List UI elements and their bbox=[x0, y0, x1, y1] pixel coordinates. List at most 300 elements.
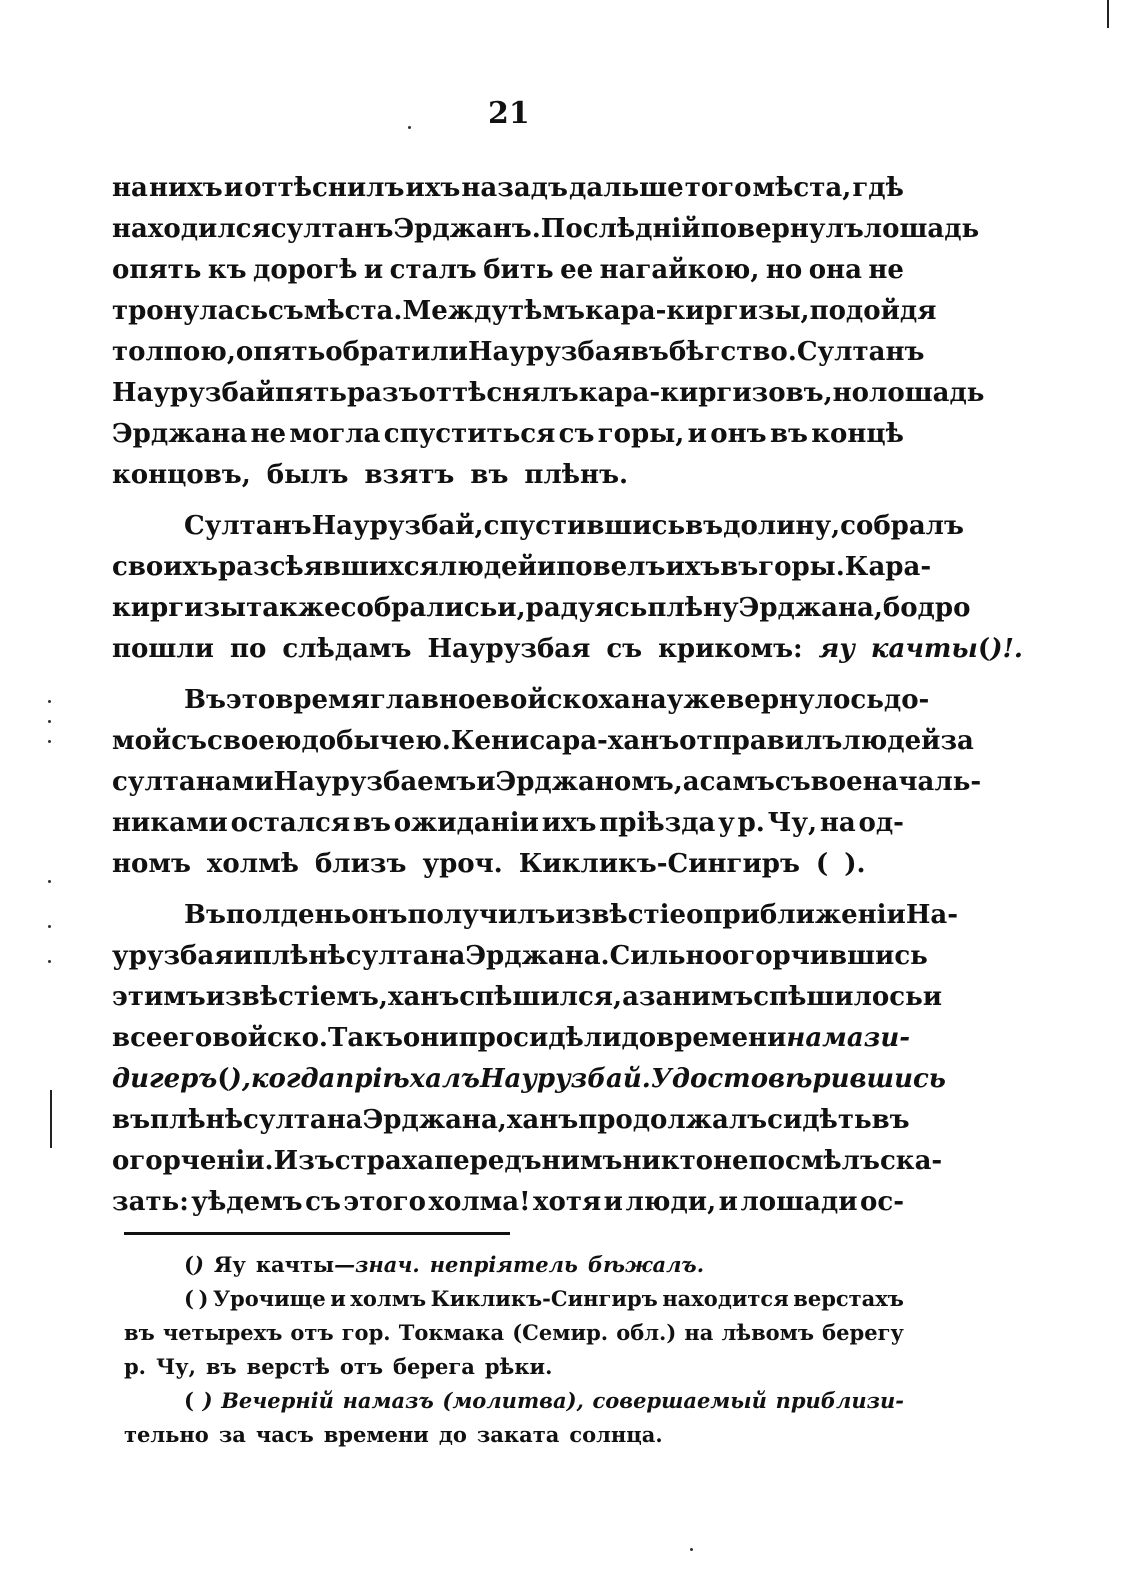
word: рѣки. bbox=[484, 1354, 553, 1379]
word: на bbox=[112, 173, 148, 203]
word: Эрджаномъ, bbox=[495, 767, 683, 797]
word: нагайкою, bbox=[599, 255, 760, 285]
text-line bbox=[112, 1100, 910, 1141]
word: находился bbox=[112, 214, 271, 244]
word: своею bbox=[207, 726, 302, 756]
word: находится bbox=[662, 1286, 789, 1311]
word: самъ bbox=[699, 767, 775, 797]
word: На- bbox=[905, 900, 959, 930]
word: въ bbox=[112, 1105, 151, 1135]
word: верстѣ bbox=[246, 1354, 330, 1379]
word: въ bbox=[769, 419, 808, 449]
word: пріѣхалъ bbox=[335, 1064, 480, 1094]
word: бѣгство. bbox=[668, 337, 797, 367]
word: и bbox=[536, 552, 557, 582]
word: собралъ bbox=[840, 511, 964, 541]
word: р. bbox=[124, 1354, 146, 1379]
word: (Семир. bbox=[512, 1320, 609, 1345]
scan-dot bbox=[48, 960, 51, 963]
word: извѣстіе bbox=[555, 900, 687, 930]
text-line bbox=[112, 373, 985, 414]
word: этимъ bbox=[112, 982, 206, 1012]
word: извѣстіемъ, bbox=[205, 982, 388, 1012]
word: въ bbox=[720, 552, 759, 582]
word: у bbox=[718, 808, 735, 838]
word: концѣ bbox=[811, 419, 904, 449]
scan-dot bbox=[408, 126, 411, 129]
text-line bbox=[112, 547, 932, 588]
word: и bbox=[603, 1187, 623, 1217]
word: Эрджана, bbox=[362, 1105, 507, 1135]
word: мѣста. bbox=[303, 296, 403, 326]
word: онъ bbox=[351, 900, 408, 930]
word: султанами bbox=[112, 767, 274, 797]
word: ( bbox=[184, 1388, 194, 1413]
main-text bbox=[112, 168, 1023, 1223]
word: съ bbox=[606, 634, 643, 664]
word: Наурузбай bbox=[112, 378, 275, 408]
text-line bbox=[112, 588, 971, 629]
word: съ bbox=[558, 419, 595, 449]
word: Такъ bbox=[327, 1023, 403, 1053]
text-line bbox=[112, 1141, 943, 1182]
word: войско bbox=[491, 685, 599, 715]
footnote-line bbox=[124, 1282, 904, 1316]
word: назадъ bbox=[461, 173, 568, 203]
word: Вечерній bbox=[221, 1388, 334, 1413]
word: того bbox=[684, 173, 752, 203]
word: Эрджана, bbox=[738, 593, 883, 623]
text-line bbox=[112, 168, 904, 209]
word: берегу bbox=[822, 1320, 904, 1345]
word: ханъ bbox=[387, 982, 460, 1012]
word: они bbox=[402, 1023, 459, 1053]
word: плѣну bbox=[647, 593, 739, 623]
word: до- bbox=[883, 685, 930, 715]
word: киргизы bbox=[112, 593, 247, 623]
word: людей bbox=[438, 552, 537, 582]
word: ) bbox=[202, 1388, 213, 1413]
word: тронулась bbox=[112, 296, 268, 326]
word: уроч. bbox=[422, 849, 503, 879]
word: никто bbox=[622, 1146, 714, 1176]
word: получилъ bbox=[407, 900, 556, 930]
word: не bbox=[713, 1146, 749, 1176]
word: и bbox=[363, 255, 384, 285]
word: концовъ, bbox=[112, 460, 251, 490]
word: пріѣзда bbox=[599, 808, 716, 838]
word: горы. bbox=[758, 552, 845, 582]
footnote bbox=[124, 1248, 904, 1282]
word: кара-киргизы, bbox=[584, 296, 810, 326]
word: его bbox=[162, 1023, 213, 1053]
word: и bbox=[330, 1286, 346, 1311]
word: времени bbox=[323, 1422, 429, 1447]
word: лѣвомъ bbox=[721, 1320, 815, 1345]
word: посмѣлъ bbox=[748, 1146, 880, 1176]
word: Эрджанъ. bbox=[393, 214, 541, 244]
word: плѣнъ. bbox=[524, 460, 629, 490]
text-line bbox=[112, 1059, 946, 1100]
word: кара-киргизовъ, bbox=[578, 378, 833, 408]
word: Чу, bbox=[156, 1354, 196, 1379]
word: ). bbox=[844, 849, 866, 879]
text-line bbox=[112, 895, 959, 936]
page-number: 21 bbox=[488, 96, 530, 131]
word: (молитва), bbox=[442, 1388, 584, 1413]
paragraph bbox=[112, 168, 985, 496]
word: тельно bbox=[124, 1422, 209, 1447]
word: лошадь bbox=[869, 378, 985, 408]
word: р. bbox=[737, 808, 765, 838]
word: въ bbox=[630, 337, 669, 367]
word: совершаемый bbox=[592, 1388, 767, 1413]
word: Послѣдній bbox=[540, 214, 701, 244]
text-line bbox=[112, 291, 937, 332]
word: султана bbox=[242, 1105, 363, 1135]
word: за bbox=[940, 726, 974, 756]
footnote bbox=[124, 1384, 904, 1452]
word: съ bbox=[171, 726, 207, 756]
word: подойдя bbox=[809, 296, 937, 326]
word: въ bbox=[470, 460, 509, 490]
word: спѣшился, bbox=[459, 982, 623, 1012]
word: взятъ bbox=[364, 460, 455, 490]
word: яу bbox=[818, 634, 855, 664]
text-line bbox=[112, 332, 925, 373]
word: обратили bbox=[325, 337, 468, 367]
word: плѣнѣ bbox=[150, 1105, 243, 1135]
word: до bbox=[438, 1422, 467, 1447]
word: страха bbox=[334, 1146, 435, 1176]
word: приближеніи bbox=[703, 900, 906, 930]
footnote bbox=[124, 1282, 904, 1384]
word: зать: bbox=[112, 1187, 189, 1217]
word: въ bbox=[685, 511, 724, 541]
word: урузбая bbox=[112, 941, 234, 971]
word: разъ bbox=[346, 378, 419, 408]
word: время bbox=[275, 685, 370, 715]
word: лошадь bbox=[863, 214, 980, 244]
word: гдѣ bbox=[852, 173, 904, 203]
word: ( bbox=[815, 849, 829, 879]
text-line bbox=[112, 250, 904, 291]
word: и, bbox=[497, 593, 526, 623]
word: ) bbox=[198, 1286, 209, 1311]
word: передъ bbox=[434, 1146, 542, 1176]
word: и bbox=[476, 767, 496, 797]
word: ожиданіи bbox=[393, 808, 539, 838]
word: полдень bbox=[225, 900, 352, 930]
word: ), bbox=[229, 1064, 251, 1094]
word: Яу bbox=[213, 1252, 246, 1277]
scan-dot bbox=[48, 700, 51, 703]
word: тѣмъ bbox=[508, 296, 585, 326]
word: опять bbox=[235, 337, 326, 367]
text-line bbox=[112, 629, 1023, 670]
word: огорчившись bbox=[721, 941, 928, 971]
word: это bbox=[225, 685, 276, 715]
word: близъ bbox=[314, 849, 407, 879]
word: долину, bbox=[723, 511, 841, 541]
text-line bbox=[112, 844, 904, 885]
word: Удостовѣрившись bbox=[650, 1064, 946, 1094]
word: сидѣть bbox=[767, 1105, 872, 1135]
word: холмъ bbox=[350, 1286, 427, 1311]
scan-dot bbox=[48, 740, 51, 743]
word: хотя bbox=[533, 1187, 602, 1217]
word: на bbox=[684, 1320, 714, 1345]
word: лошади bbox=[740, 1187, 858, 1217]
word: бѣжалъ. bbox=[587, 1252, 705, 1277]
word: бить bbox=[483, 255, 554, 285]
word: съ bbox=[267, 296, 304, 326]
word: съ bbox=[774, 767, 811, 797]
word: нимъ bbox=[672, 982, 754, 1012]
word: а bbox=[682, 767, 700, 797]
word: обл.) bbox=[616, 1320, 677, 1345]
word: уже bbox=[666, 685, 727, 715]
word: своихъ bbox=[112, 552, 218, 582]
word: до bbox=[621, 1023, 657, 1053]
word: намазъ bbox=[342, 1388, 434, 1413]
word: и bbox=[223, 173, 244, 203]
scan-dot bbox=[48, 880, 51, 883]
word: мой bbox=[112, 726, 172, 756]
word: дальше bbox=[569, 173, 684, 203]
word: хана bbox=[598, 685, 667, 715]
word: въ bbox=[871, 1105, 910, 1135]
word: уѣдемъ bbox=[191, 1187, 303, 1217]
word: собрались bbox=[340, 593, 498, 623]
word: Токмака bbox=[398, 1320, 505, 1345]
word: Наурузбаемъ bbox=[273, 767, 477, 797]
word: Кара- bbox=[844, 552, 932, 582]
word: Наурузбая bbox=[467, 337, 631, 367]
footnote-divider bbox=[124, 1232, 510, 1235]
word: нимъ bbox=[541, 1146, 623, 1176]
word: ханъ bbox=[506, 1105, 579, 1135]
footnote-line bbox=[124, 1350, 904, 1384]
scan-edge-mark bbox=[1107, 0, 1109, 28]
paragraph bbox=[112, 895, 959, 1223]
word: горы, bbox=[597, 419, 685, 449]
word: солнца. bbox=[569, 1422, 663, 1447]
word: ска- bbox=[879, 1146, 943, 1176]
word: Кикликъ-Сингиръ bbox=[430, 1286, 658, 1311]
footnote-line bbox=[124, 1248, 904, 1282]
word: отправилъ bbox=[679, 726, 843, 756]
word: радуясь bbox=[525, 593, 648, 623]
text-line bbox=[112, 1182, 904, 1223]
word: не bbox=[868, 255, 904, 285]
word: плѣнѣ bbox=[252, 941, 346, 971]
word: заката bbox=[476, 1422, 560, 1447]
text-line bbox=[112, 506, 964, 547]
footnote-line bbox=[124, 1418, 904, 1452]
word: () bbox=[184, 1252, 204, 1277]
word: но bbox=[832, 378, 870, 408]
word: толпою, bbox=[112, 337, 236, 367]
word: Наурузбая bbox=[427, 634, 591, 664]
word: берега bbox=[392, 1354, 475, 1379]
word: людей bbox=[842, 726, 941, 756]
text-line bbox=[112, 680, 930, 721]
word: продолжалъ bbox=[578, 1105, 768, 1135]
word: верстахъ bbox=[793, 1286, 904, 1311]
word: огорченіи. bbox=[112, 1146, 274, 1176]
scan-dot bbox=[690, 1548, 693, 1551]
scan-dot bbox=[48, 720, 51, 723]
word: и bbox=[718, 1187, 738, 1217]
word: опять bbox=[112, 255, 202, 285]
word: и bbox=[233, 941, 253, 971]
word: Въ bbox=[184, 685, 226, 715]
word: былъ bbox=[266, 460, 349, 490]
word: времени bbox=[656, 1023, 787, 1053]
word: Эрджана. bbox=[465, 941, 610, 971]
word: ос- bbox=[860, 1187, 904, 1217]
word: съ bbox=[305, 1187, 341, 1217]
word: Въ bbox=[184, 900, 226, 930]
word: за bbox=[218, 1422, 246, 1447]
word: спуститься bbox=[383, 419, 556, 449]
word: ихъ bbox=[405, 173, 461, 203]
word: къ bbox=[207, 255, 247, 285]
word: Наурузбай, bbox=[311, 511, 484, 541]
word: султана bbox=[345, 941, 466, 971]
word: номъ bbox=[112, 849, 191, 879]
text-line bbox=[112, 936, 928, 977]
word: повелъ bbox=[556, 552, 666, 582]
footnote-line bbox=[124, 1316, 904, 1350]
word: въ bbox=[205, 1354, 237, 1379]
word: Чу, bbox=[767, 808, 818, 838]
word: мѣста, bbox=[752, 173, 852, 203]
word: главное bbox=[369, 685, 492, 715]
word: но bbox=[765, 255, 803, 285]
word: крикомъ: bbox=[658, 634, 803, 664]
word: о bbox=[686, 900, 704, 930]
word: Изъ bbox=[273, 1146, 335, 1176]
text-line bbox=[112, 455, 904, 496]
word: вернулось bbox=[726, 685, 884, 715]
word: просидѣли bbox=[458, 1023, 622, 1053]
word: ихъ bbox=[665, 552, 721, 582]
word: качты—знач. bbox=[255, 1252, 420, 1277]
word: приблизи- bbox=[775, 1388, 904, 1413]
word: Урочище bbox=[212, 1286, 326, 1311]
word: ихъ bbox=[541, 808, 597, 838]
word: по bbox=[229, 634, 267, 664]
word: од- bbox=[858, 808, 904, 838]
word: оттѣснялъ bbox=[418, 378, 579, 408]
text-line bbox=[112, 803, 904, 844]
paragraph bbox=[112, 680, 982, 885]
word: а bbox=[622, 982, 639, 1012]
word: ( bbox=[184, 1286, 194, 1311]
word: въ bbox=[124, 1320, 155, 1345]
word: отъ bbox=[290, 1320, 334, 1345]
word: четырехъ bbox=[162, 1320, 283, 1345]
word: остался bbox=[230, 808, 351, 838]
word: непріятель bbox=[429, 1252, 578, 1277]
text-line bbox=[112, 721, 974, 762]
text-line bbox=[112, 1018, 911, 1059]
word: Султанъ bbox=[796, 337, 925, 367]
word: Между bbox=[402, 296, 509, 326]
word: отъ bbox=[339, 1354, 383, 1379]
word: войско. bbox=[212, 1023, 328, 1053]
word: бодро bbox=[882, 593, 971, 623]
word: часъ bbox=[255, 1422, 314, 1447]
word: никами bbox=[112, 808, 228, 838]
scan-dot bbox=[48, 925, 51, 928]
word: и bbox=[687, 419, 707, 449]
word: и bbox=[922, 982, 943, 1012]
word: пошли bbox=[112, 634, 214, 664]
word: холма! bbox=[428, 1187, 531, 1217]
word: Султанъ bbox=[184, 511, 312, 541]
footnote-line bbox=[124, 1384, 904, 1418]
word: добычею. bbox=[301, 726, 451, 756]
word: также bbox=[246, 593, 341, 623]
word: она bbox=[808, 255, 862, 285]
word: въ bbox=[352, 808, 391, 838]
word: люди, bbox=[625, 1187, 717, 1217]
word: холмѣ bbox=[206, 849, 299, 879]
word: дорогѣ bbox=[253, 255, 358, 285]
word: спустившись bbox=[483, 511, 686, 541]
footnotes bbox=[124, 1248, 904, 1452]
word: повернулъ bbox=[700, 214, 864, 244]
word: слѣдамъ bbox=[282, 634, 412, 664]
text-line bbox=[112, 209, 980, 250]
word: ее bbox=[560, 255, 594, 285]
word: разсѣявшихся bbox=[217, 552, 439, 582]
scan-margin-mark bbox=[50, 1090, 52, 1148]
word: могла bbox=[289, 419, 381, 449]
word: пять bbox=[274, 378, 347, 408]
word: все bbox=[112, 1023, 163, 1053]
word: спѣшилось bbox=[753, 982, 923, 1012]
text-line bbox=[112, 977, 943, 1018]
word: Кикликъ-Сингиръ bbox=[518, 849, 800, 879]
text-line bbox=[112, 762, 982, 803]
word: султанъ bbox=[270, 214, 394, 244]
word: гор. bbox=[341, 1320, 391, 1345]
word: Наурузбай. bbox=[479, 1064, 651, 1094]
word: Сильно bbox=[609, 941, 722, 971]
word: сталъ bbox=[389, 255, 477, 285]
word: оттѣснилъ bbox=[244, 173, 405, 203]
paragraph bbox=[112, 506, 1023, 670]
word: за bbox=[638, 982, 673, 1012]
word: нихъ bbox=[148, 173, 223, 203]
word: на bbox=[819, 808, 856, 838]
word: намази- bbox=[786, 1023, 911, 1053]
word: ( bbox=[217, 1064, 230, 1094]
word: онъ bbox=[710, 419, 767, 449]
word: не bbox=[250, 419, 287, 449]
text-line bbox=[112, 414, 904, 455]
word: этого bbox=[343, 1187, 426, 1217]
word: Эрджана bbox=[112, 419, 248, 449]
word: когда bbox=[250, 1064, 336, 1094]
word: дигеръ bbox=[112, 1064, 218, 1094]
word: качты()!. bbox=[870, 634, 1023, 664]
word: военачаль- bbox=[810, 767, 982, 797]
